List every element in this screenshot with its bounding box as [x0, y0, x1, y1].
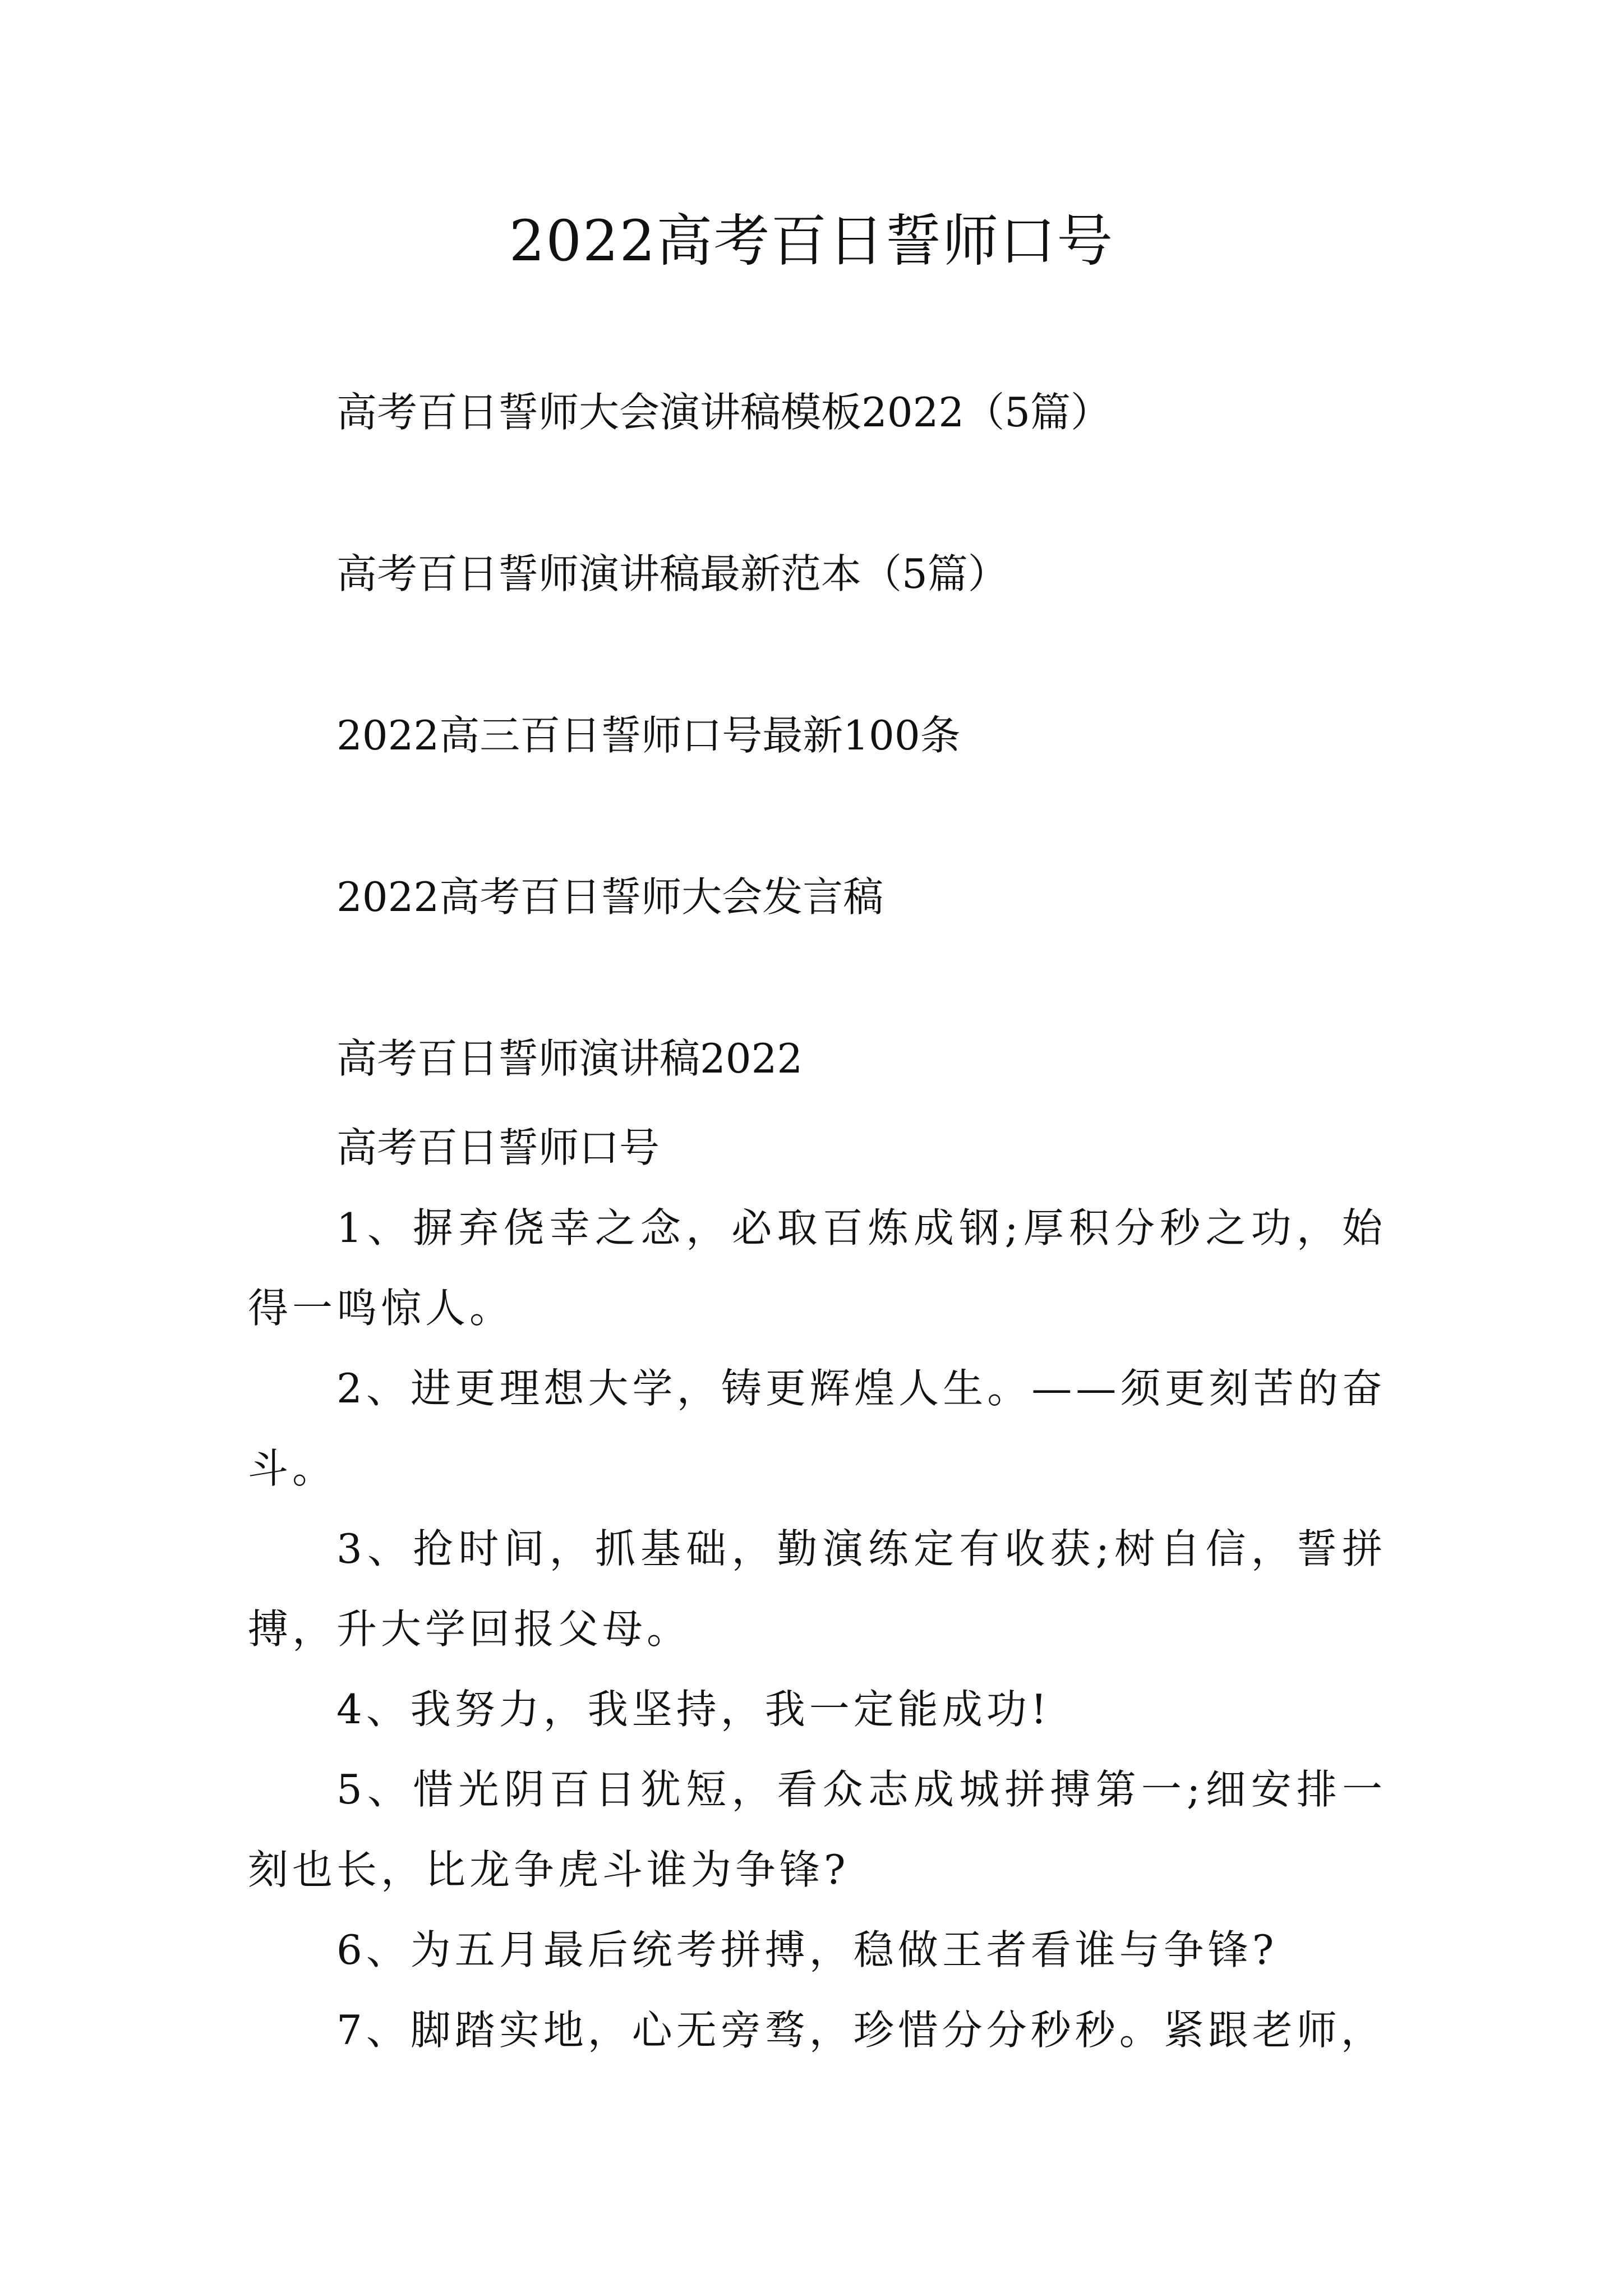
slogan-item: 7、脚踏实地，心无旁骛，珍惜分分秒秒。紧跟老师，	[336, 2007, 1385, 2054]
slogan-item: 3、抢时间，抓基础，勤演练定有收获;树自信，誓拼搏，升大学回报父母。	[248, 1525, 1386, 1653]
related-link[interactable]: 高考百日誓师演讲稿最新范本（5篇）	[336, 550, 1008, 597]
related-link[interactable]: 2022高三百日誓师口号最新100条	[336, 712, 961, 759]
related-link[interactable]: 高考百日誓师大会演讲稿模板2022（5篇）	[336, 389, 1112, 436]
related-link[interactable]: 2022高考百日誓师大会发言稿	[336, 873, 884, 921]
slogan-item: 4、我努力，我坚持，我一定能成功!	[336, 1686, 1051, 1733]
document-body	[248, 1108, 1386, 2070]
document-title: 2022高考百日誓师口号	[509, 208, 1114, 274]
slogan-item: 1、摒弃侥幸之念，必取百炼成钢;厚积分秒之功，始得一鸣惊人。	[248, 1204, 1386, 1332]
section-heading: 高考百日誓师口号	[336, 1124, 660, 1171]
related-links-list	[336, 376, 1514, 1184]
slogan-item: 2、进更理想大学，铸更辉煌人生。——须更刻苦的奋斗。	[248, 1365, 1386, 1492]
related-link[interactable]: 高考百日誓师演讲稿2022	[336, 1035, 803, 1082]
slogan-item: 6、为五月最后统考拼搏，稳做王者看谁与争锋?	[336, 1926, 1278, 1973]
slogan-item: 5、惜光阴百日犹短，看众志成城拼搏第一;细安排一刻也长，比龙争虎斗谁为争锋?	[248, 1766, 1386, 1893]
slogan-list	[248, 1188, 1386, 2070]
